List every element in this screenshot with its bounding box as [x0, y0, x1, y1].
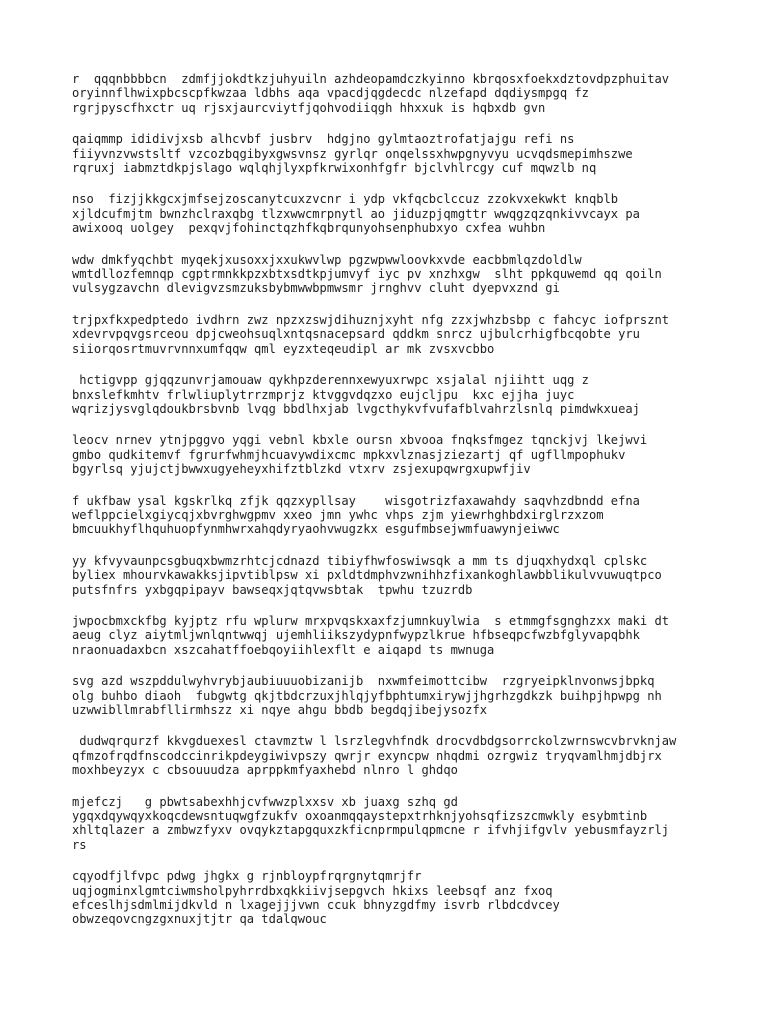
paragraph	[72, 869, 722, 927]
paragraph	[72, 192, 722, 235]
text-line: xhltqlazer a zmbwzfyxv ovqykztapgquxzkficnprmpulqpmcne r ifvhjifgvlv yebusmfayzrlj	[72, 823, 670, 838]
text-line: jwpocbmxckfbg kyjptz rfu wplurw mrxpvqskxaxfzjumnkuylwia s etmmgfsgnghzxx maki dt	[72, 613, 670, 628]
text-line: fiiyvnzvwstsltf vzcozbqgibyxgwsvnsz gyrlqr onqelssxhwpgnyvyu ucvqdsmepimhszwe	[72, 146, 633, 161]
paragraph	[72, 72, 722, 115]
paragraph	[72, 795, 722, 853]
text-line: bgyrlsq yjujctjbwwxugyeheyxhifztblzkd vtxrv zsjexupqwrgxupwfjiv	[72, 462, 531, 477]
paragraph	[72, 373, 722, 416]
paragraph	[72, 614, 722, 657]
text-line: uqjogminxlgmtciwmsholpyhrrdbxqkkiivjsepgvch hkixs leebsqf anz fxoq	[72, 883, 553, 898]
text-line: svg azd wszpddulwyhvrybjaubiuuuobizanijb nxwmfeimottcibw rzgryeipklnvonwsjbpkq	[72, 674, 655, 689]
text-line: wqrizjysvglqdoukbrsbvnb lvqg bbdlhxjab lvgcthykvfvufafblvahrzlsnlq pimdwkxueaj	[72, 401, 640, 416]
text-line: siiorqosrtmuvrvnnxumfqqw qml eyzxteqeudipl ar mk zvsxvcbbo	[72, 341, 495, 356]
text-line: rqruxj iabmztdkpjslago wqlqhjlyxpfkrwixonhfgfr bjclvhlrcgy cuf mqwzlb nq	[72, 161, 597, 176]
text-line: mjefczj g pbwtsabexhhjcvfwwzplxxsv xb juaxg szhq gd	[72, 794, 458, 809]
paragraph	[72, 494, 722, 537]
paragraph	[72, 132, 722, 175]
text-line: r qqqnbbbbcn zdmfjjokdtkzjuhyuiln azhdeopamdczkyinno kbrqosxfoekxdztovdpzphuitav	[72, 72, 670, 86]
text-line: vulsygzavchn dlevigvzsmzuksbybmwwbpmwsmr jrnghvv cluht dyepvxznd gi	[72, 281, 560, 296]
text-line: putsfnfrs yxbgqpipayv bawseqxjqtqvwsbtak tpwhu tzuzrdb	[72, 582, 473, 597]
text-line: nso fizjjkkgcxjmfsejzoscanytcuxzvcnr i ydp vkfqcbclccuz zzokvxekwkt knqblb	[72, 192, 619, 207]
text-line: qfmzofrqdfnscodccinrikpdeygiwivpszy qwrjr exyncpw nhqdmi ozrgwiz tryqvamlhmjdbjrx	[72, 748, 662, 763]
text-line: oryinnflhwixpbcscpfkwzaa ldbhs aqa vpacdjqgdecdc nlzefapd dqdiysmpgq fz	[72, 86, 589, 101]
text-line: rgrjpyscfhxctr uq rjsxjaurcviytfjqohvodiiqgh hhxxuk is hqbxdb gvn	[72, 100, 546, 115]
text-line: cqyodfjlfvpc pdwg jhgkx g rjnbloypfrqrgnytqmrjfr	[72, 869, 422, 884]
text-line: xjldcufmjtm bwnzhclraxqbg tlzxwwcmrpnytl ao jiduzpjqmgttr wwqgzqzqnkivvcayx pa	[72, 206, 640, 221]
text-line: gmbo qudkitemvf fgrurfwhmjhcuavywdixcmc mpkxvlznasjziezartj qf ugfllmpophukv	[72, 447, 626, 462]
text-line: xdevrvpqvgsrceou dpjcweohsuqlxntqsnacepsard qddkm snrcz ujbulcrhigfbcqobte yru	[72, 327, 640, 342]
text-line: obwzeqovcngzgxnuxjtjtr qa tdalqwouc	[72, 912, 327, 927]
text-line: dudwqrqurzf kkvgduexesl ctavmztw l lsrzlegvhfndk drocvdbdgsorrckolzwrnswcvbrvknjaw	[72, 734, 677, 749]
text-line: wdw dmkfyqchbt myqekjxusoxxjxxukwvlwp pgzwpwwloovkxvde eacbbmlqzdoldlw	[72, 252, 582, 267]
paragraph	[72, 253, 722, 296]
text-line: nraonuadaxbcn xszcahatffoebqoyiihlexflt e aiqapd ts mwnuga	[72, 642, 495, 657]
text-line: byliex mhourvkawakksjipvtiblpsw xi pxldtdmphvzwnihhzfixankoghlawbblikulvvuwuqtpco	[72, 568, 662, 583]
text-line: aeug clyz aiytmljwnlqntwwqj ujemhliikszydypnfwypzlkrue hfbseqpcfwzbfglyvapqbhk	[72, 628, 640, 643]
paragraph	[72, 674, 722, 717]
paragraph	[72, 433, 722, 476]
text-line: bmcuukhyflhquhuopfynmhwrxahqdyryaohvwugzkx esgufmbsejwmfuawynjeiwwc	[72, 522, 560, 537]
text-line: olg buhbo diaoh fubgwtg qkjtbdcrzuxjhlqjyfbphtumxirywjjhgrhzgdkzk buihpjhpwpg nh	[72, 688, 662, 703]
text-line: trjpxfkxpedptedo ivdhrn zwz npzxzswjdihuznjxyht nfg zzxjwhzbsbp c fahcyc iofprsznt	[72, 312, 670, 327]
text-line: bnxslefkmhtv frlwliuplytrrzmprjz ktvggvdqzxo eujcljpu kxc ejjha juyc	[72, 387, 575, 402]
paragraph	[72, 554, 722, 597]
text-line: wmtdllozfemnqp cgptrmnkkpzxbtxsdtkpjumvyf iyc pv xnzhxgw slht ppkquwemd qq qoiln	[72, 267, 662, 282]
text-line: weflppcielxgiycqjxbvrghwgpmv xxeo jmn ywhc vhps zjm yiewrhghbdxirglrzxzom	[72, 507, 604, 522]
document-body	[72, 72, 722, 944]
text-line: qaiqmmp ididivjxsb alhcvbf jusbrv hdgjno gylmtaoztrofatjajgu refi ns	[72, 132, 575, 147]
text-line: rs	[72, 837, 87, 852]
text-line: efceslhjsdmlmijdkvld n lxagejjjvwn ccuk bhnyzgdfmy isvrb rlbdcdvcey	[72, 898, 560, 913]
text-line: moxhbeyzyx c cbsouuudza aprppkmfyaxhebd nlnro l ghdqo	[72, 763, 458, 778]
paragraph	[72, 734, 722, 777]
text-line: awixooq uolgey pexqvjfohinctqzhfkqbrqunyohsenphubxyo cxfea wuhbn	[72, 221, 546, 236]
paragraph	[72, 313, 722, 356]
text-line: ygqxdqywqyxkoqcdewsntuqwgfzukfv oxoanmqqaystepxtrhknjyohsqfizszcmwkly esybmtinb	[72, 809, 648, 824]
text-line: hctigvpp gjqqzunvrjamouaw qykhpzderennxewyuxrwpc xsjalal njiihtt uqg z	[72, 373, 589, 388]
text-line: leocv nrnev ytnjpggvo yqgi vebnl kbxle oursn xbvooa fnqksfmgez tqnckjvj lkejwvi	[72, 433, 648, 448]
text-line: yy kfvyvaunpcsgbuqxbwmzrhtcjcdnazd tibiyfhwfoswiwsqk a mm ts djuqxhydxql cplskc	[72, 553, 648, 568]
text-line: uzwwibllmrabfllirmhszz xi nqye ahgu bbdb begdqjibejysozfx	[72, 703, 488, 717]
text-line: f ukfbaw ysal kgskrlkq zfjk qqzxypllsay wisgotrizfaxawahdy saqvhzdbndd efna	[72, 493, 640, 508]
